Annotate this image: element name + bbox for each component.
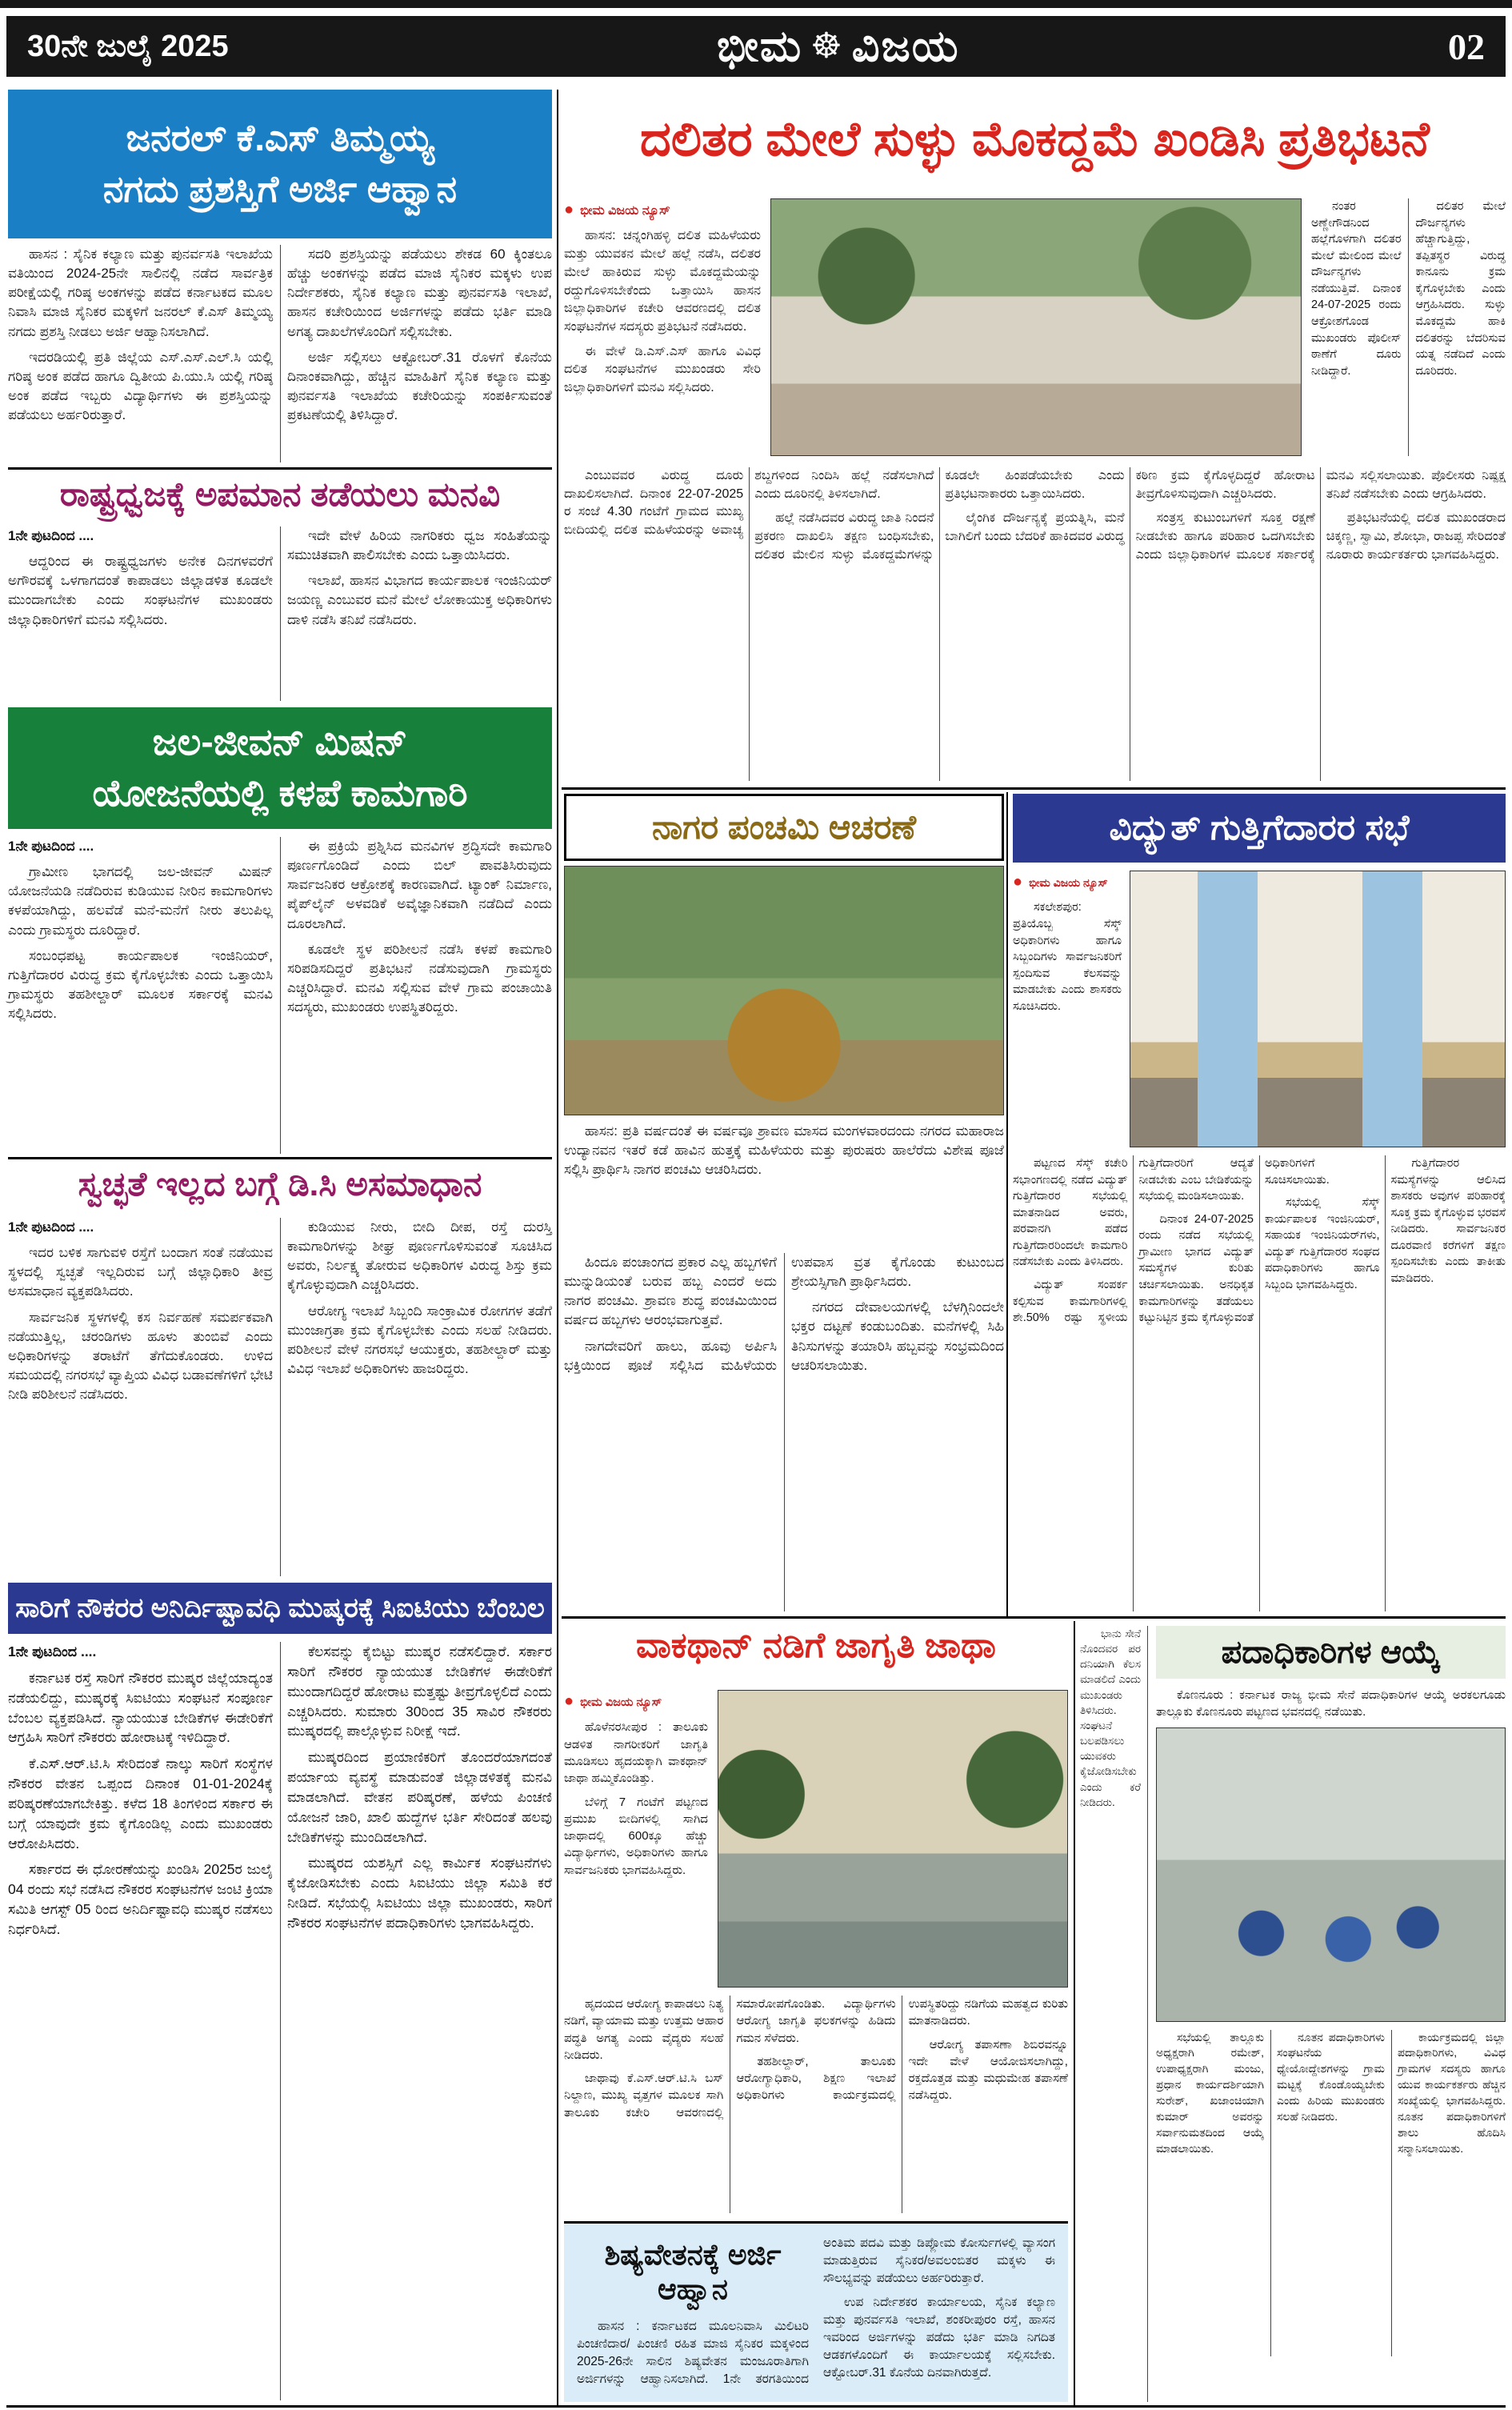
body-paragraph: ಇದೇ ವೇಳೆ ಹಿರಿಯ ನಾಗರಿಕರು ಧ್ವಜ ಸಂಹಿತೆಯನ್ನು ಸಮುಚಿತವಾಗಿ ಪಾಲಿಸಬೇಕು ಎಂದು ಒತ್ತಾಯಿಸಿದರು. [287,528,552,563]
body-paragraph: ಉಪ ನಿರ್ದೇಶಕರ ಕಾರ್ಯಾಲಯ, ಸೈನಿಕ ಕಲ್ಯಾಣ ಮತ್ತು ಪುನರ್ವಸತಿ ಇಲಾಖೆ, ಶಂಕರೀಪುರಂ ರಸ್ತೆ, ಹಾಸನ ಇವರಿಂದ ಅರ್ಜಿಗಳನ್ನು ಪಡೆದು ಭರ್ತಿ ಮಾಡಿ ನಿಗದಿತ ಆಡಕಗಳೊಂದಿಗೆ ಈ ಕಾರ್ಯಾಲಯಕ್ಕೆ ಸಲ್ಲಿಸಬೇಕು. ಆಕ್ಟೋಬರ್.31 ಕೊನೆಯ ದಿನವಾಗಿರುತ್ತದೆ. [823,2296,1055,2380]
body-paragraph: ಹೊಳೆನರಸೀಪುರ : ತಾಲೂಕು ಆಡಳಿತ ನಾಗರೀಕರಿಗೆ ಜಾಗೃತಿ ಮೂಡಿಸಲು ಹೃದಯಕ್ಕಾಗಿ ವಾಕಥಾನ್ ಜಾಥಾ ಹಮ್ಮಿಕೊಂಡಿತ್ತು. [564,1720,708,1786]
article-body-transport-strike [8,1642,552,2400]
vidyut-meeting-photo [1130,871,1506,1147]
headline-vidyut-meeting: ವಿದ್ಯುತ್ ಗುತ್ತಿಗೆದಾರರ ಸಭೆ [1013,794,1506,863]
padadhikari-side-column [1080,1626,1148,2402]
scholarship-box [564,2221,1068,2402]
body-paragraph: ತಹಶೀಲ್ದಾರ್, ತಾಲೂಕು ಆರೋಗ್ಯಾಧಿಕಾರಿ, ಶಿಕ್ಷಣ ಇಲಾಖೆ ಅಧಿಕಾರಿಗಳು ಕಾರ್ಯಕ್ರಮದಲ್ಲಿ ಉಪಸ್ಥಿತರಿದ್ದು ನಡಿಗೆಯ ಮಹತ್ವದ ಕುರಿತು ಮಾತನಾಡಿದರು. [736,1997,1068,2103]
padadhikari-headline-box [1156,1626,1506,1679]
edition-date: 30ನೇ ಜುಲೈ 2025 [27,29,229,63]
article-body-dc-displeasure [8,1218,552,1576]
byline-bullet-icon: ● [564,201,574,218]
body-paragraph: ಭಾನು ಸೇನೆ ನೊಂದವರ ಪರ ದನಿಯಾಗಿ ಕೆಲಸ ಮಾಡಲಿದೆ ಎಂದು ಮುಖಂಡರು ತಿಳಿಸಿದರು. ಸಂಘಟನೆ ಬಲಪಡಿಸಲು ಯುವಕರು ಕೈಜೋಡಿಸಬೇಕು ಎಂದು ಕರೆ ನೀಡಿದರು. [1080,1627,1141,1808]
padadhikari-section [1080,1626,1506,2402]
body-paragraph: ಕೆ.ಎಸ್.ಆರ್.ಟಿ.ಸಿ ಸೇರಿದಂತೆ ನಾಲ್ಕು ಸಾರಿಗೆ ಸಂಸ್ಥೆಗಳ ನೌಕರರ ವೇತನ ಒಪ್ಪಂದ ದಿನಾಂಕ 01-01-2024ಕ್ಕೆ ಪರಿಷ್ಕರಣೆಯಾಗಬೇಕಿತ್ತು. ಕಳೆದ 18 ತಿಂಗಳಿಂದ ಸರ್ಕಾರ ಈ ಬಗ್ಗೆ ಯಾವುದೇ ಕ್ರಮ ಕೈಗೊಂಡಿಲ್ಲ ಎಂದು ಮುಖಂಡರು ಆರೋಪಿಸಿದರು. [8,1755,273,1852]
dalit-protest-lower-columns [564,467,1506,781]
body-paragraph: ನೂತನ ಪದಾಧಿಕಾರಿಗಳು ಸಂಘಟನೆಯ ಧ್ಯೇಯೋದ್ದೇಶಗಳನ್ನು ಗ್ರಾಮ ಮಟ್ಟಕ್ಕೆ ಕೊಂಡೊಯ್ಯಬೇಕು ಎಂದು ಹಿರಿಯ ಮುಖಂಡರು ಸಲಹೆ ನೀಡಿದರು. [1277,2030,1385,2123]
top-border-strip [0,0,1512,8]
body-paragraph: ಕೂಡಲೇ ಸ್ಥಳ ಪರಿಶೀಲನೆ ನಡೆಸಿ ಕಳಪೆ ಕಾಮಗಾರಿ ಸರಿಪಡಿಸದಿದ್ದರೆ ಪ್ರತಿಭಟನೆ ನಡೆಸುವುದಾಗಿ ಗ್ರಾಮಸ್ಥರು ಎಚ್ಚರಿಸಿದ್ದಾರೆ. ಮನವಿ ಸಲ್ಲಿಸುವ ವೇಳೆ ಗ್ರಾಮ ಪಂಚಾಯಿತಿ ಸದಸ್ಯರು, ಮುಖಂಡರು ಉಪಸ್ಥಿತರಿದ್ದರು. [287,941,552,1015]
body-paragraph: ಸಾರ್ವಜನಿಕ ಸ್ಥಳಗಳಲ್ಲಿ ಕಸ ನಿರ್ವಹಣೆ ಸಮರ್ಪಕವಾಗಿ ನಡೆಯುತ್ತಿಲ್ಲ, ಚರಂಡಿಗಳು ಹೂಳು ತುಂಬಿವೆ ಎಂದು ಅಧಿಕಾರಿಗಳನ್ನು ತರಾಟೆಗೆ ತೆಗೆದುಕೊಂಡರು. ಉಳಿದ ಸಮಯದಲ್ಲಿ ನಗರಸಭೆ ವ್ಯಾಪ್ತಿಯ ವಿವಿಧ ಬಡಾವಣೆಗಳಿಗೆ ಭೇಟಿ ನೀಡಿ ಪರಿಶೀಲನೆ ನಡೆಸಿದರು. [8,1309,273,1402]
walkathon-body-columns [564,1996,1068,2213]
continued-from-page-one: 1ನೇ ಪುಟದಿಂದ .... [8,1219,94,1235]
byline: ● ಭೀಮ ವಿಜಯ ನ್ಯೂಸ್ [1013,873,1108,891]
headline-scholarship: ಶಿಷ್ಯವೇತನಕ್ಕೆ ಅರ್ಜಿ ಆಹ್ವಾನ [604,2238,782,2305]
article-divider [8,1157,552,1159]
body-paragraph: ಹಾಸನ : ಕರ್ನಾಟಕದ ಮೂಲನಿವಾಸಿ ಮಿಲಿಟರಿ ಪಿಂಚಣಿದಾರ/ ಪಿಂಚಣಿ ರಹಿತ ಮಾಜಿ ಸೈನಿಕರ ಮಕ್ಕಳಿಂದ 2025-26ನೇ ಸಾಲಿನ ಶಿಷ್ಯವೇತನ ಮಂಜೂರಾತಿಗಾಗಿ ಅರ್ಜಿಗಳನ್ನು ಆಹ್ವಾನಿಸಲಾಗಿದೆ. 1ನೇ ತರಗತಿಯಿಂದ ಅಂತಿಮ ಪದವಿ ಮತ್ತು ಡಿಪ್ಲೋಮ ಕೋರ್ಸುಗಳಲ್ಲಿ ವ್ಯಾಸಂಗ ಮಾಡುತ್ತಿರುವ ಸೈನಿಕರ/ಅವಲಂಬಿತರ ಮಕ್ಕಳು ಈ ಸೌಲಭ್ಯವನ್ನು ಪಡೆಯಲು ಅರ್ಹರಿರುತ್ತಾರೆ. [577,2236,1055,2386]
byline: ● ಭೀಮ ವಿಜಯ ನ್ಯೂಸ್ [564,201,670,218]
byline-bullet-icon: ● [1013,873,1023,891]
body-paragraph: ಹಿಂದೂ ಪಂಚಾಂಗದ ಪ್ರಕಾರ ಎಲ್ಲ ಹಬ್ಬಗಳಿಗೆ ಮುನ್ನುಡಿಯಂತೆ ಬರುವ ಹಬ್ಬ ಎಂದರೆ ಅದು ನಾಗರ ಪಂಚಮಿ. ಶ್ರಾವಣ ಶುದ್ಧ ಪಂಚಮಿಯಿಂದ ವರ್ಷದ ಹಬ್ಬಗಳು ಆರಂಭವಾಗುತ್ತವೆ. [564,1255,777,1328]
headline-nagara-panchami: ನಾಗರ ಪಂಚಮಿ ಆಚರಣೆ [651,807,917,846]
byline: ● ಭೀಮ ವಿಜಯ ನ್ಯೂಸ್ [564,1692,662,1710]
vidyut-top-row [1013,871,1506,1147]
body-paragraph: ಸಭೆಯಲ್ಲಿ ತಾಲ್ಲೂಕು ಅಧ್ಯಕ್ಷರಾಗಿ ರಮೇಶ್, ಉಪಾಧ್ಯಕ್ಷರಾಗಿ ಮಂಜು, ಪ್ರಧಾನ ಕಾರ್ಯದರ್ಶಿಯಾಗಿ ಸುರೇಶ್, ಖಜಾಂಚಿಯಾಗಿ ಕುಮಾರ್ ಅವರನ್ನು ಸರ್ವಾನುಮತದಿಂದ ಆಯ್ಕೆ ಮಾಡಲಾಯಿತು. [1156,2030,1264,2155]
headline-line: ಜನರಲ್ ಕೆ.ಎಸ್ ತಿಮ್ಮಯ್ಯ [126,117,434,158]
headline-padadhikari: ಪದಾಧಿಕಾರಿಗಳ ಆಯ್ಕೆ [1221,1634,1441,1670]
body-paragraph: ಕರ್ನಾಟಕ ರಸ್ತೆ ಸಾರಿಗೆ ನೌಕರರ ಮುಷ್ಕರ ಜಿಲ್ಲೆಯಾದ್ಯಂತ ನಡೆಯಲಿದ್ದು, ಮುಷ್ಕರಕ್ಕೆ ಸಿಐಟಿಯು ಸಂಘಟನೆ ಸಂಪೂರ್ಣ ಬೆಂಬಲ ವ್ಯಕ್ತಪಡಿಸಿದೆ. ನ್ಯಾಯಯುತ ಬೇಡಿಕೆಗಳ ಈಡೇರಿಕೆಗೆ ಆಗ್ರಹಿಸಿ ಸಾರಿಗೆ ನೌಕರರು ಹೋರಾಟಕ್ಕೆ ಇಳಿದಿದ್ದಾರೆ. [8,1669,273,1746]
walkathon-top-row [564,1690,1068,1988]
continued-from-page-one: 1ನೇ ಪುಟದಿಂದ .... [8,528,94,543]
padadhikari-main [1156,1626,1506,2402]
continued-from-page-one: 1ನೇ ಪುಟದಿಂದ .... [8,1643,97,1659]
dalit-protest-top-row [564,198,1506,456]
body-paragraph: ಅರ್ಜಿ ಸಲ್ಲಿಸಲು ಆಕ್ಟೋಬರ್.31 ರೊಳಗೆ ಕೊನೆಯ ದಿನಾಂಕವಾಗಿದ್ದು, ಹೆಚ್ಚಿನ ಮಾಹಿತಿಗೆ ಸೈನಿಕ ಕಲ್ಯಾಣ ಮತ್ತು ಪುನರ್ವಸತಿ ಇಲಾಖೆಯ ಕಚೇರಿಯನ್ನು ಸಂಪರ್ಕಿಸುವಂತೆ ಪ್ರಕಟಣೆಯಲ್ಲಿ ತಿಳಿಸಿದ್ದಾರೆ. [287,349,552,422]
article-divider [8,467,552,470]
body-paragraph: ಹಾಸನ: ಚನ್ನಂಗಿಹಳ್ಳಿ ದಲಿತ ಮಹಿಳೆಯರು ಮತ್ತು ಯುವಕನ ಮೇಲೆ ಹಲ್ಲೆ ನಡೆಸಿ, ದಲಿತರ ಮೇಲೆ ಹಾಕಿರುವ ಸುಳ್ಳು ಮೊಕದ್ದಮೆಯನ್ನು ರದ್ದುಗೊಳಿಸಬೇಕೆಂದು ಒತ್ತಾಯಿಸಿ ಹಾಸನ ಜಿಲ್ಲಾಧಿಕಾರಿಗಳ ಕಚೇರಿ ಆವರಣದಲ್ಲಿ ದಲಿತ ಸಂಘಟನೆಗಳ ಸದಸ್ಯರು ಪ್ರತಿಭಟನೆ ನಡೆಸಿದರು. [564,229,761,334]
scholarship-columns [577,2235,1055,2391]
body-paragraph: ಆರೋಗ್ಯ ತಪಾಸಣಾ ಶಿಬಿರವನ್ನೂ ಇದೇ ವೇಳೆ ಆಯೋಜಿಸಲಾಗಿದ್ದು, ರಕ್ತದೊತ್ತಡ ಮತ್ತು ಮಧುಮೇಹ ತಪಾಸಣೆ ನಡೆಸಿದ್ದರು. [908,2037,1068,2103]
article-body-timmaiah [8,245,552,462]
page-bottom-rule [6,2405,1506,2408]
body-paragraph: ಲೈಂಗಿಕ ದೌರ್ಜನ್ಯಕ್ಕೆ ಪ್ರಯತ್ನಿಸಿ, ಮನೆ ಬಾಗಿಲಿಗೆ ಬಂದು ಬೆದರಿಕೆ ಹಾಕಿದವರ ವಿರುದ್ಧ ಕಠಿಣ ಕ್ರಮ ಕೈಗೊಳ್ಳದಿದ್ದರೆ ಹೋರಾಟ ತೀವ್ರಗೊಳಿಸುವುದಾಗಿ ಎಚ್ಚರಿಸಿದರು. [945,469,1315,544]
masthead-bar [6,16,1506,77]
headline-dc-displeasure: ಸ್ವಚ್ಛತೆ ಇಲ್ಲದ ಬಗ್ಗೆ ಡಿ.ಸಿ ಅಸಮಾಧಾನ [78,1165,482,1203]
page-number: 02 [1448,26,1485,67]
headline-line: ಯೋಜನೆಯಲ್ಲಿ ಕಳಪೆ ಕಾಮಗಾರಿ [92,772,468,814]
body-paragraph: ಪ್ರತಿಭಟನೆಯಲ್ಲಿ ದಲಿತ ಮುಖಂಡರಾದ ಚಿಕ್ಕಣ್ಣ, ಸ್ವಾಮಿ, ಶೋಭಾ, ರಾಜಪ್ಪ ಸೇರಿದಂತೆ ನೂರಾರು ಕಾರ್ಯಕರ್ತರು ಭಾಗವಹಿಸಿದ್ದರು. [1326,511,1506,562]
nagara-panchami-photo [564,866,1004,1115]
nagara-panchami-body [564,1253,1004,1611]
body-paragraph: ಸಭೆಯಲ್ಲಿ ಸೆಸ್ಕ್ ಕಾರ್ಯಪಾಲಕ ಇಂಜಿನಿಯರ್, ಸಹಾಯಕ ಇಂಜಿನಿಯರ್‌ಗಳು, ವಿದ್ಯುತ್ ಗುತ್ತಿಗೆದಾರರ ಸಂಘದ ಪದಾಧಿಕಾರಿಗಳು ಹಾಗೂ ಸಿಬ್ಬಂದಿ ಭಾಗವಹಿಸಿದ್ದರು. [1265,1196,1380,1292]
body-paragraph: ಸಕಲೇಶಪುರ: ಪ್ರತಿಯೊಬ್ಬ ಸೆಸ್ಕ್ ಅಧಿಕಾರಿಗಳು ಹಾಗೂ ಸಿಬ್ಬಂದಿಗಳು ಸಾರ್ವಜನಿಕರಿಗೆ ಸ್ಪಂದಿಸುವ ಕೆಲಸವನ್ನು ಮಾಡಬೇಕು ಎಂದು ಶಾಸಕರು ಸೂಚಿಸಿದರು. [1013,901,1122,1013]
body-paragraph: ಜಾಥಾವು ಕೆ.ಎಸ್.ಆರ್.ಟಿ.ಸಿ ಬಸ್ ನಿಲ್ದಾಣ, ಮುಖ್ಯ ವೃತ್ತಗಳ ಮೂಲಕ ಸಾಗಿ ತಾಲೂಕು ಕಚೇರಿ ಆವರಣದಲ್ಲಿ ಸಮಾರೋಪಗೊಂಡಿತು. ವಿದ್ಯಾರ್ಥಿಗಳು ಆರೋಗ್ಯ ಜಾಗೃತಿ ಫಲಕಗಳನ್ನು ಹಿಡಿದು ಗಮನ ಸೆಳೆದರು. [564,1997,896,2120]
padadhikari-body-columns [1156,2030,1506,2356]
masthead-word-left: ಭೀಮ [717,22,803,70]
headline-walkathon: ವಾಕಥಾನ್ ನಡಿಗೆ ಜಾಗೃತಿ ಜಾಥಾ [636,1626,996,1665]
chakra-icon: ☸ [810,26,844,66]
body-paragraph: ಹಾಸನ: ಪ್ರತಿ ವರ್ಷದಂತೆ ಈ ವರ್ಷವೂ ಶ್ರಾವಣ ಮಾಸದ ಮಂಗಳವಾರದಂದು ನಗರದ ಮಹಾರಾಜ ಉದ್ಯಾನವನ ಇತರೆ ಕಡೆ ಹಾವಿನ ಹುತ್ತಕ್ಕೆ ಮಹಿಳೆಯರು ಮತ್ತು ಪುರುಷರು ಹಾಲೆರೆದು ವಿಶೇಷ ಪೂಜೆ ಸಲ್ಲಿಸಿ ಪ್ರಾರ್ಥಿಸಿ ನಾಗರ ಪಂಚಮಿ ಆಚರಿಸಿದರು. [564,1123,1004,1178]
article-body-jal-jeevan [8,837,552,1154]
divider-mid-bottom [562,1616,1506,1619]
vidyut-col-left [1013,871,1122,1147]
nagara-panchami-lead [564,1122,1004,1250]
byline-bullet-icon: ● [564,1692,574,1710]
article-body-flag [8,526,552,701]
body-paragraph: ಗುತ್ತಿಗೆದಾರರ ಸಮಸ್ಯೆಗಳನ್ನು ಆಲಿಸಿದ ಶಾಸಕರು ಅವುಗಳ ಪರಿಹಾರಕ್ಕೆ ಸೂಕ್ತ ಕ್ರಮ ಕೈಗೊಳ್ಳುವ ಭರವಸೆ ನೀಡಿದರು. ಸಾರ್ವಜನಿಕರ ದೂರವಾಣಿ ಕರೆಗಳಿಗೆ ತಕ್ಷಣ ಸ್ಪಂದಿಸಬೇಕು ಎಂದು ತಾಕೀತು ಮಾಡಿದರು. [1390,1157,1506,1286]
body-paragraph: ಕುಡಿಯುವ ನೀರು, ಬೀದಿ ದೀಪ, ರಸ್ತೆ ದುರಸ್ತಿ ಕಾಮಗಾರಿಗಳನ್ನು ಶೀಘ್ರ ಪೂರ್ಣಗೊಳಿಸುವಂತೆ ಸೂಚಿಸಿದ ಅವರು, ನಿರ್ಲಕ್ಷ್ಯ ತೋರುವ ಅಧಿಕಾರಿಗಳ ವಿರುದ್ಧ ಶಿಸ್ತು ಕ್ರಮ ಕೈಗೊಳ್ಳುವುದಾಗಿ ಎಚ್ಚರಿಸಿದರು. [287,1219,552,1293]
body-paragraph: ಇದರಡಿಯಲ್ಲಿ ಪ್ರತಿ ಜಿಲ್ಲೆಯ ಎಸ್.ಎಸ್.ಎಲ್.ಸಿ ಯಲ್ಲಿ ಗರಿಷ್ಠ ಅಂಕ ಪಡೆದ ಹಾಗೂ ದ್ವಿತೀಯ ಪಿ.ಯು.ಸಿ ಯಲ್ಲಿ ಗರಿಷ್ಠ ಅಂಕ ಪಡೆದ ಇಬ್ಬರು ವಿದ್ಯಾರ್ಥಿಗಳು ಈ ಪ್ರಶಸ್ತಿಯನ್ನು ಪಡೆಯಲು ಅರ್ಹರಿರುತ್ತಾರೆ. [8,349,273,422]
headline-timmaiah-award [8,90,552,238]
body-paragraph: ಹಲ್ಲೆ ನಡೆಸಿದವರ ವಿರುದ್ಧ ಜಾತಿ ನಿಂದನೆ ಪ್ರಕರಣ ದಾಖಲಿಸಿ ತಕ್ಷಣ ಬಂಧಿಸಬೇಕು, ದಲಿತರ ಮೇಲಿನ ಸುಳ್ಳು ಮೊಕದ್ದಮೆಗಳನ್ನು ಕೂಡಲೇ ಹಿಂಪಡೆಯಬೇಕು ಎಂದು ಪ್ರತಿಭಟನಾಕಾರರು ಒತ್ತಾಯಿಸಿದರು. [754,469,1125,562]
divider-mid-right [1006,792,1008,1618]
nagara-panchami-headline-box [564,794,1004,861]
headline-jal-jeevan [8,707,552,829]
body-paragraph: ಈ ಪ್ರಕ್ರಿಯೆ ಪ್ರಶ್ನಿಸಿದ ಮನವಿಗಳ ಶ್ರದ್ಧಿಸದೇ ಕಾಮಗಾರಿ ಪೂರ್ಣಗೊಂಡಿದೆ ಎಂದು ಬಿಲ್ ಪಾವತಿಸಿರುವುದು ಸಾರ್ವಜನಿಕರ ಆಕ್ರೋಶಕ್ಕೆ ಕಾರಣವಾಗಿದೆ. ಟ್ಯಾಂಕ್ ನಿರ್ಮಾಣ, ಪೈಪ್‌ಲೈನ್ ಅಳವಡಿಕೆ ಅವೈಜ್ಞಾನಿಕವಾಗಿ ನಡೆದಿದೆ ಎಂದು ದೂರಲಾಗಿದೆ. [287,839,552,931]
walkathon-col-left [564,1690,708,1988]
body-paragraph: ವಿದ್ಯುತ್ ಸಂಪರ್ಕ ಕಲ್ಪಿಸುವ ಕಾಮಗಾರಿಗಳಲ್ಲಿ ಶೇ.50% ರಷ್ಟು ಸ್ಥಳೀಯ ಗುತ್ತಿಗೆದಾರರಿಗೆ ಆದ್ಯತೆ ನೀಡಬೇಕು ಎಂಬ ಬೇಡಿಕೆಯನ್ನು ಸಭೆಯಲ್ಲಿ ಮಂಡಿಸಲಾಯಿತು. [1013,1157,1254,1325]
body-paragraph: ಗ್ರಾಮೀಣ ಭಾಗದಲ್ಲಿ ಜಲ-ಜೀವನ್ ಮಿಷನ್ ಯೋಜನೆಯಡಿ ನಡೆದಿರುವ ಕುಡಿಯುವ ನೀರಿನ ಕಾಮಗಾರಿಗಳು ಕಳಪೆಯಾಗಿದ್ದು, ಹಲವೆಡೆ ಮನೆ-ಮನೆಗೆ ನೀರು ತಲುಪಿಲ್ಲ ಎಂದು ಗ್ರಾಮಸ್ಥರು ದೂರಿದ್ದಾರೆ. [8,864,273,938]
vidyut-body-columns [1013,1155,1506,1611]
body-paragraph: ನಾಗದೇವರಿಗೆ ಹಾಲು, ಹೂವು ಅರ್ಪಿಸಿ ಭಕ್ತಿಯಿಂದ ಪೂಜೆ ಸಲ್ಲಿಸಿದ ಮಹಿಳೆಯರು ಉಪವಾಸ ವ್ರತ ಕೈಗೊಂಡು ಕುಟುಂಬದ ಶ್ರೇಯಸ್ಸಿಗಾಗಿ ಪ್ರಾರ್ಥಿಸಿದರು. [564,1255,1004,1373]
body-paragraph: ಕೊಣನೂರು : ಕರ್ನಾಟಕ ರಾಜ್ಯ ಭೀಮ ಸೇನೆ ಪದಾಧಿಕಾರಿಗಳ ಆಯ್ಕೆ ಅರಕಲಗೂಡು ತಾಲ್ಲೂಕು ಕೊಣನೂರು ಪಟ್ಟಣದ ಭವನದಲ್ಲಿ ನಡೆಯಿತು. [1156,1688,1506,1719]
body-paragraph: ಕಾರ್ಯಕ್ರಮದಲ್ಲಿ ಜಿಲ್ಲಾ ಪದಾಧಿಕಾರಿಗಳು, ವಿವಿಧ ಗ್ರಾಮಗಳ ಸದಸ್ಯರು ಹಾಗೂ ಯುವ ಕಾರ್ಯಕರ್ತರು ಹೆಚ್ಚಿನ ಸಂಖ್ಯೆಯಲ್ಲಿ ಭಾಗವಹಿಸಿದ್ದರು. ನೂತನ ಪದಾಧಿಕಾರಿಗಳಿಗೆ ಶಾಲು ಹೊದಿಸಿ ಸನ್ಮಾನಿಸಲಾಯಿತು. [1398,2030,1506,2155]
body-paragraph: ನಗರದ ದೇವಾಲಯಗಳಲ್ಲಿ ಬೆಳಗ್ಗಿನಿಂದಲೇ ಭಕ್ತರ ದಟ್ಟಣೆ ಕಂಡುಬಂದಿತು. ಮನೆಗಳಲ್ಲಿ ಸಿಹಿ ತಿನಿಸುಗಳನ್ನು ತಯಾರಿಸಿ ಹಬ್ಬವನ್ನು ಸಂಭ್ರಮದಿಂದ ಆಚರಿಸಲಾಯಿತು. [791,1299,1004,1373]
headline-transport-strike: ಸಾರಿಗೆ ನೌಕರರ ಅನಿರ್ದಿಷ್ಟಾವಧಿ ಮುಷ್ಕರಕ್ಕೆ ಸಿಐಟಿಯು ಬೆಂಬಲ [8,1583,552,1634]
body-paragraph: ಹಾಸನ : ಸೈನಿಕ ಕಲ್ಯಾಣ ಮತ್ತು ಪುನರ್ವಸತಿ ಇಲಾಖೆಯ ವತಿಯಿಂದ 2024-25ನೇ ಸಾಲಿನಲ್ಲಿ ನಡೆದ ಸಾರ್ವತ್ರಿಕ ಪರೀಕ್ಷೆಯಲ್ಲಿ ಗರಿಷ್ಠ ಅಂಕಗಳನ್ನು ಪಡೆದ ಕರ್ನಾಟಕದ ಮೂಲ ನಿವಾಸಿ ಮಾಜಿ ಸೈನಿಕರ ಮಕ್ಕಳಿಗೆ ಜನರಲ್ ಕೆ.ಎಸ್ ತಿಮ್ಮಯ್ಯ ನಗದು ಪ್ರಶಸ್ತಿ ನೀಡಲು ಅರ್ಜಿ ಆಹ್ವಾನಿಸಲಾಗಿದೆ. [8,246,273,339]
walkathon-photo [718,1690,1068,1988]
masthead-word-right: ವಿಜಯ [851,22,960,70]
body-paragraph: ಮುಷ್ಕರದ ಯಶಸ್ಸಿಗೆ ಎಲ್ಲ ಕಾರ್ಮಿಕ ಸಂಘಟನೆಗಳು ಕೈಜೋಡಿಸಬೇಕು ಎಂದು ಸಿಐಟಿಯು ಜಿಲ್ಲಾ ಸಮಿತಿ ಕರೆ ನೀಡಿದೆ. ಸಭೆಯಲ್ಲಿ ಸಿಐಟಿಯು ಜಿಲ್ಲಾ ಮುಖಂಡರು, ಸಾರಿಗೆ ನೌಕರರ ಸಂಘಟನೆಗಳ ಪದಾಧಿಕಾರಿಗಳು ಭಾಗವಹಿಸಿದ್ದರು. [287,1855,552,1931]
headline-flag-insult: ರಾಷ್ಟ್ರಧ್ವಜಕ್ಕೆ ಅಪಮಾನ ತಡೆಯಲು ಮನವಿ [59,475,501,513]
body-paragraph: ಆರೋಗ್ಯ ಇಲಾಖೆ ಸಿಬ್ಬಂದಿ ಸಾಂಕ್ರಾಮಿಕ ರೋಗಗಳ ತಡೆಗೆ ಮುಂಜಾಗ್ರತಾ ಕ್ರಮ ಕೈಗೊಳ್ಳಬೇಕು ಎಂದು ಸಲಹೆ ನೀಡಿದರು. ಪರಿಶೀಲನೆ ವೇಳೆ ನಗರಸಭೆ ಆಯುಕ್ತರು, ತಹಶೀಲ್ದಾರ್ ಮತ್ತು ವಿವಿಧ ಇಲಾಖೆ ಅಧಿಕಾರಿಗಳು ಹಾಜರಿದ್ದರು. [287,1303,552,1376]
body-paragraph: ಆದ್ದರಿಂದ ಈ ರಾಷ್ಟ್ರಧ್ವಜಗಳು ಅನೇಕ ದಿನಗಳವರೆಗೆ ಅಗೌರವಕ್ಕೆ ಒಳಗಾಗದಂತೆ ಕಾಪಾಡಲು ಜಿಲ್ಲಾಡಳಿತ ಕೂಡಲೇ ಮುಂದಾಗಬೇಕು ಎಂದು ಸಂಘಟನೆಗಳ ಮುಖಂಡರು ಜಿಲ್ಲಾಧಿಕಾರಿಗಳಿಗೆ ಮನವಿ ಸಲ್ಲಿಸಿದರು. [8,554,273,627]
headline-dalit-protest: ದಲಿತರ ಮೇಲೆ ಸುಳ್ಳು ಮೊಕದ್ದಮೆ ಖಂಡಿಸಿ ಪ್ರತಿಭಟನೆ [640,112,1430,166]
dalit-protest-col-left [564,198,761,456]
body-paragraph: ಸರ್ಕಾರದ ಈ ಧೋರಣೆಯನ್ನು ಖಂಡಿಸಿ 2025ರ ಜುಲೈ 04 ರಂದು ಸಭೆ ನಡೆಸಿದ ನೌಕರರ ಸಂಘಟನೆಗಳ ಜಂಟಿ ಕ್ರಿಯಾ ಸಮಿತಿ ಆಗಸ್ಟ್ 05 ರಿಂದ ಅನಿರ್ದಿಷ್ಟಾವಧಿ ಮುಷ್ಕರ ನಡೆಸಲು ನಿರ್ಧರಿಸಿದೆ. [8,1861,273,1937]
headline-line: ಜಲ-ಜೀವನ್ ಮಿಷನ್ [152,721,408,763]
continued-from-page-one: 1ನೇ ಪುಟದಿಂದ .... [8,839,94,854]
body-paragraph: ಸಂಬಂಧಪಟ್ಟ ಕಾರ್ಯಪಾಲಕ ಇಂಜಿನಿಯರ್, ಗುತ್ತಿಗೆದಾರರ ವಿರುದ್ಧ ಕ್ರಮ ಕೈಗೊಳ್ಳಬೇಕು ಎಂದು ಒತ್ತಾಯಿಸಿ ಗ್ರಾಮಸ್ಥರು ತಹಶೀಲ್ದಾರ್ ಮೂಲಕ ಸರ್ಕಾರಕ್ಕೆ ಮನವಿ ಸಲ್ಲಿಸಿದರು. [8,947,273,1021]
body-paragraph: ಪಟ್ಟಣದ ಸೆಸ್ಕ್ ಕಚೇರಿ ಸಭಾಂಗಣದಲ್ಲಿ ನಡೆದ ವಿದ್ಯುತ್ ಗುತ್ತಿಗೆದಾರರ ಸಭೆಯಲ್ಲಿ ಮಾತನಾಡಿದ ಅವರು, ಪರವಾನಗಿ ಪಡೆದ ಗುತ್ತಿಗೆದಾರರಿಂದಲೇ ಕಾಮಗಾರಿ ನಡೆಸಬೇಕು ಎಂದು ತಿಳಿಸಿದರು. [1013,1157,1128,1269]
body-paragraph: ಇಲಾಖೆ, ಹಾಸನ ವಿಭಾಗದ ಕಾರ್ಯಪಾಲಕ ಇಂಜಿನಿಯರ್ ಜಯಣ್ಣ ಎಂಬುವರ ಮನೆ ಮೇಲೆ ಲೋಕಾಯುಕ್ತ ಅಧಿಕಾರಿಗಳು ದಾಳಿ ನಡೆಸಿ ತನಿಖೆ ನಡೆಸಿದರು. [287,573,552,627]
body-paragraph: ಹೃದಯದ ಆರೋಗ್ಯ ಕಾಪಾಡಲು ನಿತ್ಯ ನಡಿಗೆ, ವ್ಯಾಯಾಮ ಮತ್ತು ಉತ್ತಮ ಆಹಾರ ಪದ್ಧತಿ ಅಗತ್ಯ ಎಂದು ವೈದ್ಯರು ಸಲಹೆ ನೀಡಿದರು. [564,1997,724,2062]
body-paragraph: ದಲಿತರ ಮೇಲೆ ದೌರ್ಜನ್ಯಗಳು ಹೆಚ್ಚಾಗುತ್ತಿದ್ದು, ತಪ್ಪಿತಸ್ಥರ ವಿರುದ್ಧ ಕಾನೂನು ಕ್ರಮ ಕೈಗೊಳ್ಳಬೇಕು ಎಂದು ಆಗ್ರಹಿಸಿದರು. ಸುಳ್ಳು ಮೊಕದ್ದಮೆ ಹಾಕಿ ದಲಿತರನ್ನು ಬೆದರಿಸುವ ಯತ್ನ ನಡೆದಿದೆ ಎಂದು ದೂರಿದರು. [1415,200,1506,378]
divider-top-article-bottom [562,787,1506,790]
body-paragraph: ಎಂಬುವವರ ವಿರುದ್ಧ ದೂರು ದಾಖಲಿಸಲಾಗಿದೆ. ದಿನಾಂಕ 22-07-2025 ರ ಸಂಜೆ 4.30 ಗಂಟೆಗೆ ಗ್ರಾಮದ ಮುಖ್ಯ ಬೀದಿಯಲ್ಲಿ ದಲಿತ ಮಹಿಳೆಯರನ್ನು ಅವಾಚ್ಯ ಶಬ್ದಗಳಿಂದ ನಿಂದಿಸಿ ಹಲ್ಲೆ ನಡೆಸಲಾಗಿದೆ ಎಂದು ದೂರಿನಲ್ಲಿ ತಿಳಿಸಲಾಗಿದೆ. [564,469,934,538]
headline-line: ನಗದು ಪ್ರಶಸ್ತಿಗೆ ಅರ್ಜಿ ಆಹ್ವಾನ [102,168,458,210]
dalit-protest-col-right [1311,198,1506,456]
body-paragraph: ಮುಷ್ಕರದಿಂದ ಪ್ರಯಾಣಿಕರಿಗೆ ತೊಂದರೆಯಾಗದಂತೆ ಪರ್ಯಾಯ ವ್ಯವಸ್ಥೆ ಮಾಡುವಂತೆ ಜಿಲ್ಲಾಡಳಿತಕ್ಕೆ ಮನವಿ ಮಾಡಲಾಗಿದೆ. ವೇತನ ಪರಿಷ್ಕರಣೆ, ಹಳೆಯ ಪಿಂಚಣಿ ಯೋಜನೆ ಜಾರಿ, ಖಾಲಿ ಹುದ್ದೆಗಳ ಭರ್ತಿ ಸೇರಿದಂತೆ ಹಲವು ಬೇಡಿಕೆಗಳನ್ನು ಮುಂದಿಡಲಾಗಿದೆ. [287,1749,552,1845]
body-paragraph: ಸಂತ್ರಸ್ತ ಕುಟುಂಬಗಳಿಗೆ ಸೂಕ್ತ ರಕ್ಷಣೆ ನೀಡಬೇಕು ಹಾಗೂ ಪರಿಹಾರ ಒದಗಿಸಬೇಕು ಎಂದು ಜಿಲ್ಲಾಧಿಕಾರಿಗಳ ಮೂಲಕ ಸರ್ಕಾರಕ್ಕೆ ಮನವಿ ಸಲ್ಲಿಸಲಾಯಿತು. ಪೊಲೀಸರು ನಿಷ್ಪಕ್ಷ ತನಿಖೆ ನಡೆಸಬೇಕು ಎಂದು ಆಗ್ರಹಿಸಿದರು. [1135,469,1506,562]
divider-left-band [557,90,558,2407]
body-paragraph: ಇದರ ಬಳಿಕ ಸಾಗುವಳಿ ರಸ್ತೆಗೆ ಬಂದಾಗ ಸಂತೆ ನಡೆಯುವ ಸ್ಥಳದಲ್ಲಿ ಸ್ವಚ್ಛತೆ ಇಲ್ಲದಿರುವ ಬಗ್ಗೆ ಜಿಲ್ಲಾಧಿಕಾರಿ ತೀವ್ರ ಅಸಮಾಧಾನ ವ್ಯಕ್ತಪಡಿಸಿದರು. [8,1245,273,1299]
divider-bottom-mid-right [1074,1621,1075,2407]
body-paragraph: ಸದರಿ ಪ್ರಶಸ್ತಿಯನ್ನು ಪಡೆಯಲು ಶೇಕಡ 60 ಕ್ಕಿಂತಲೂ ಹೆಚ್ಚು ಅಂಕಗಳನ್ನು ಪಡೆದ ಮಾಜಿ ಸೈನಿಕರ ಮಕ್ಕಳು ಉಪ ನಿರ್ದೇಶಕರು, ಸೈನಿಕ ಕಲ್ಯಾಣ ಮತ್ತು ಪುನರ್ವಸತಿ ಇಲಾಖೆ, ಹಾಸನ ಕಚೇರಿಯಿಂದ ಅರ್ಜಿಗಳನ್ನು ಪಡೆದು ಭರ್ತಿ ಮಾಡಿ ಅಗತ್ಯ ದಾಖಲೆಗಳೊಂದಿಗೆ ಸಲ್ಲಿಸಬೇಕು. [287,246,552,339]
padadhikari-group-photo [1156,1727,1506,2022]
body-paragraph: ನಂತರ ಅಣ್ಣೇಗೌಡನಿಂದ ಹಲ್ಲೆಗೊಳಗಾಗಿ ದಲಿತರ ಮೇಲೆ ಮೇಲಿಂದ ಮೇಲೆ ದೌರ್ಜನ್ಯಗಳು ನಡೆಯುತ್ತಿವೆ. ದಿನಾಂಕ 24-07-2025 ರಂದು ಆಕ್ರೋಶಗೊಂಡ ಮುಖಂಡರು ಪೊಲೀಸ್ ಠಾಣೆಗೆ ದೂರು ನೀಡಿದ್ದಾರೆ. [1311,200,1402,378]
body-paragraph: ಈ ವೇಳೆ ಡಿ.ಎಸ್.ಎಸ್ ಹಾಗೂ ವಿವಿಧ ದಲಿತ ಸಂಘಟನೆಗಳ ಮುಖಂಡರು ಸೇರಿ ಜಿಲ್ಲಾಧಿಕಾರಿಗಳಿಗೆ ಮನವಿ ಸಲ್ಲಿಸಿದರು. [564,344,761,395]
protest-photo [770,198,1302,456]
newspaper-title [717,22,960,72]
body-paragraph: ಬೆಳಿಗ್ಗೆ 7 ಗಂಟೆಗೆ ಪಟ್ಟಣದ ಪ್ರಮುಖ ಬೀದಿಗಳಲ್ಲಿ ಸಾಗಿದ ಜಾಥಾದಲ್ಲಿ 600ಕ್ಕೂ ಹೆಚ್ಚು ವಿದ್ಯಾರ್ಥಿಗಳು, ಅಧಿಕಾರಿಗಳು ಹಾಗೂ ಸಾರ್ವಜನಿಕರು ಭಾಗವಹಿಸಿದ್ದರು. [564,1795,708,1877]
body-paragraph: ಕೆಲಸವನ್ನು ಕೈಬಿಟ್ಟು ಮುಷ್ಕರ ನಡೆಸಲಿದ್ದಾರೆ. ಸರ್ಕಾರ ಸಾರಿಗೆ ನೌಕರರ ನ್ಯಾಯಯುತ ಬೇಡಿಕೆಗಳ ಈಡೇರಿಕೆಗೆ ಮುಂದಾಗದಿದ್ದರೆ ಹೋರಾಟ ಮತ್ತಷ್ಟು ತೀವ್ರಗೊಳ್ಳಲಿದೆ ಎಂದು ಎಚ್ಚರಿಸಿದರು. ಸುಮಾರು 30ರಿಂದ 35 ಸಾವಿರ ನೌಕರರು ಮುಷ್ಕರದಲ್ಲಿ ಪಾಲ್ಗೊಳ್ಳುವ ನಿರೀಕ್ಷೆ ಇದೆ. [287,1643,552,1739]
body-paragraph: ದಿನಾಂಕ 24-07-2025 ರಂದು ನಡೆದ ಸಭೆಯಲ್ಲಿ ಗ್ರಾಮೀಣ ಭಾಗದ ವಿದ್ಯುತ್ ಸಮಸ್ಯೆಗಳ ಕುರಿತು ಚರ್ಚಿಸಲಾಯಿತು. ಅನಧಿಕೃತ ಕಾಮಗಾರಿಗಳನ್ನು ತಡೆಯಲು ಕಟ್ಟುನಿಟ್ಟಿನ ಕ್ರಮ ಕೈಗೊಳ್ಳುವಂತೆ ಅಧಿಕಾರಿಗಳಿಗೆ ಸೂಚಿಸಲಾಯಿತು. [1138,1157,1330,1325]
